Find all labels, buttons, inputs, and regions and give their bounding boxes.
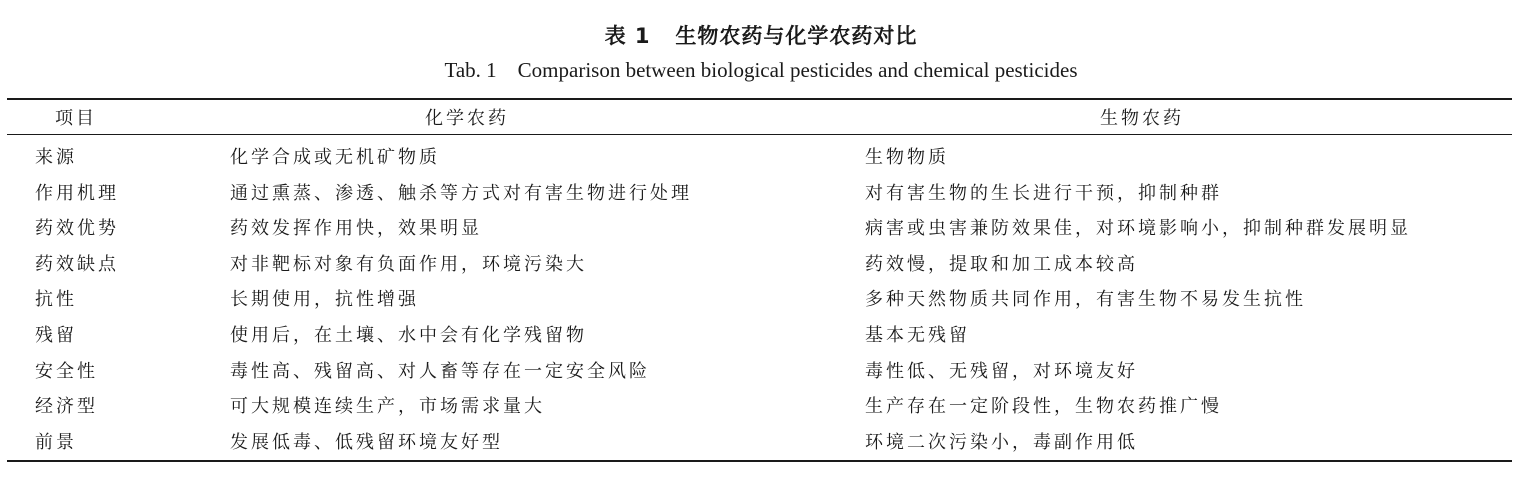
table-row bbox=[0, 390, 1522, 426]
biological-cell: 多种天然物质共同作用，有害生物不易发生抗性 bbox=[865, 289, 1306, 311]
row-label: 抗性 bbox=[35, 289, 77, 311]
chemical-cell: 毒性高、残留高、对人畜等存在一定安全风险 bbox=[230, 360, 650, 382]
table-row bbox=[0, 319, 1522, 355]
chemical-cell: 通过熏蒸、渗透、触杀等方式对有害生物进行处理 bbox=[230, 182, 692, 204]
header-biological-pesticide: 生物农药 bbox=[1100, 108, 1184, 129]
biological-cell: 环境二次污染小，毒副作用低 bbox=[865, 431, 1138, 453]
row-label: 安全性 bbox=[35, 360, 98, 382]
biological-cell: 药效慢，提取和加工成本较高 bbox=[865, 253, 1138, 275]
chemical-cell: 可大规模连续生产，市场需求量大 bbox=[230, 396, 545, 418]
biological-cell: 生产存在一定阶段性，生物农药推广慢 bbox=[865, 396, 1222, 418]
table-row bbox=[0, 426, 1522, 462]
table-row bbox=[0, 212, 1522, 248]
chemical-cell: 使用后，在土壤、水中会有化学残留物 bbox=[230, 324, 587, 346]
biological-cell: 毒性低、无残留，对环境友好 bbox=[865, 360, 1138, 382]
table-bottom-rule bbox=[7, 460, 1512, 462]
table-row bbox=[0, 248, 1522, 284]
row-label: 药效缺点 bbox=[35, 253, 119, 275]
table-row bbox=[0, 355, 1522, 391]
chemical-cell: 对非靶标对象有负面作用，环境污染大 bbox=[230, 253, 587, 275]
row-label: 作用机理 bbox=[35, 182, 119, 204]
row-label: 来源 bbox=[35, 147, 77, 168]
chemical-cell: 药效发挥作用快，效果明显 bbox=[230, 218, 482, 240]
table-body bbox=[0, 141, 1522, 461]
table-row bbox=[0, 283, 1522, 319]
table-caption-english: Tab. 1 Comparison between biological pesticides and chemical pesticides bbox=[444, 58, 1078, 82]
chemical-cell: 长期使用，抗性增强 bbox=[230, 289, 419, 311]
row-label: 前景 bbox=[35, 431, 77, 453]
chemical-cell: 发展低毒、低残留环境友好型 bbox=[230, 431, 503, 453]
row-label: 经济型 bbox=[35, 396, 98, 418]
table-top-rule bbox=[7, 98, 1512, 100]
table-row bbox=[0, 177, 1522, 213]
biological-cell: 生物物质 bbox=[865, 147, 949, 168]
biological-cell: 对有害生物的生长进行干预，抑制种群 bbox=[865, 182, 1222, 204]
row-label: 残留 bbox=[35, 324, 77, 346]
biological-cell: 基本无残留 bbox=[865, 324, 970, 346]
row-label: 药效优势 bbox=[35, 218, 119, 240]
table-row bbox=[0, 141, 1522, 177]
chemical-cell: 化学合成或无机矿物质 bbox=[230, 147, 440, 168]
header-item: 项目 bbox=[55, 108, 97, 129]
header-chemical-pesticide: 化学农药 bbox=[425, 108, 509, 129]
header-rule bbox=[7, 134, 1512, 135]
biological-cell: 病害或虫害兼防效果佳，对环境影响小，抑制种群发展明显 bbox=[865, 218, 1411, 240]
table-caption-chinese: 表 1 生物农药与化学农药对比 bbox=[604, 24, 918, 48]
